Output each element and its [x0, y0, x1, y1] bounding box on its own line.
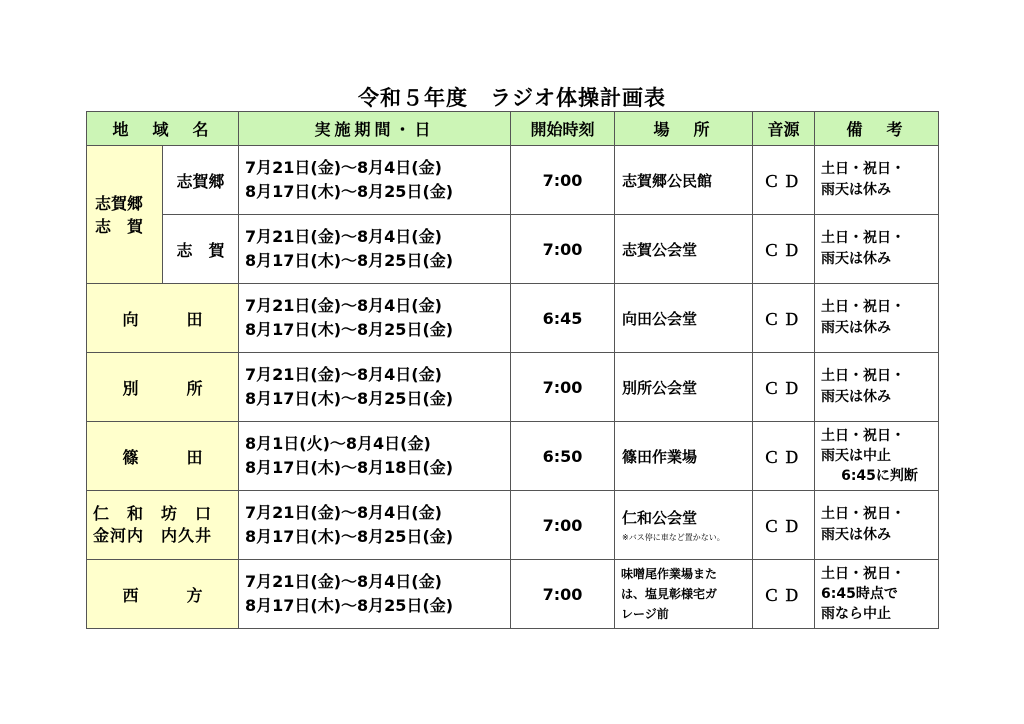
- area-cell: 向 田: [87, 284, 239, 353]
- table-row: [87, 146, 939, 215]
- place-cell: [615, 560, 753, 629]
- period-line: 8月17日(木)～8月25日(金): [245, 182, 454, 201]
- place-line: 味噌尾作業場また: [621, 567, 718, 581]
- place-name: 仁和公会堂: [622, 509, 698, 527]
- table-row: [87, 215, 939, 284]
- period-line: 7月21日(金)～8月4日(金): [245, 503, 442, 522]
- source-cell: ＣＤ: [753, 560, 815, 629]
- remarks-cell: [815, 491, 939, 560]
- remarks-cell: [815, 560, 939, 629]
- source-cell: ＣＤ: [753, 215, 815, 284]
- header-time: 開始時刻: [511, 112, 615, 146]
- header-source: 音源: [753, 112, 815, 146]
- remarks-cell: [815, 146, 939, 215]
- time-cell: 7:00: [511, 215, 615, 284]
- remarks-line: 雨天は休み: [821, 182, 892, 198]
- remarks-line: 土日・祝日・: [821, 230, 906, 246]
- time-cell: 7:00: [511, 146, 615, 215]
- schedule-table: [86, 111, 939, 629]
- remarks-line: 雨天は休み: [821, 527, 892, 543]
- source-cell: ＣＤ: [753, 491, 815, 560]
- table-row: [87, 560, 939, 629]
- area-name: 志賀郷: [95, 193, 144, 213]
- period-cell: [239, 491, 511, 560]
- period-line: 7月21日(金)～8月4日(金): [245, 158, 442, 177]
- table-row: [87, 491, 939, 560]
- period-line: 8月17日(木)～8月25日(金): [245, 320, 454, 339]
- period-cell: [239, 284, 511, 353]
- period-line: 7月21日(金)～8月4日(金): [245, 365, 442, 384]
- period-line: 7月21日(金)～8月4日(金): [245, 227, 442, 246]
- sub-area-cell: 志 賀: [163, 215, 239, 284]
- remarks-line: 土日・祝日・: [821, 428, 906, 444]
- time-cell: 6:50: [511, 422, 615, 491]
- time-cell: 6:45: [511, 284, 615, 353]
- source-cell: ＣＤ: [753, 146, 815, 215]
- place-cell: 向田公会堂: [615, 284, 753, 353]
- area-name: 金河内 内久井: [93, 526, 213, 545]
- remarks-cell: [815, 353, 939, 422]
- remarks-line: 土日・祝日・: [821, 161, 906, 177]
- period-line: 8月1日(火)～8月4日(金): [245, 434, 431, 453]
- remarks-line: 雨天は中止: [821, 448, 892, 464]
- remarks-line: 土日・祝日・: [821, 566, 906, 582]
- place-cell: 篠田作業場: [615, 422, 753, 491]
- page-title: 令和５年度 ラジオ体操計画表: [358, 86, 666, 110]
- place-cell: 志賀公会堂: [615, 215, 753, 284]
- remarks-line: 雨天は休み: [821, 251, 892, 267]
- time-cell: 7:00: [511, 560, 615, 629]
- source-cell: ＣＤ: [753, 284, 815, 353]
- sub-area-cell: 志賀郷: [163, 146, 239, 215]
- header-place: 場 所: [615, 112, 753, 146]
- period-line: 8月17日(木)～8月25日(金): [245, 527, 454, 546]
- table-row: [87, 284, 939, 353]
- period-cell: [239, 560, 511, 629]
- source-cell: ＣＤ: [753, 353, 815, 422]
- time-cell: 7:00: [511, 353, 615, 422]
- period-line: 8月17日(木)～8月25日(金): [245, 596, 454, 615]
- remarks-line: 土日・祝日・: [821, 368, 906, 384]
- source-cell: ＣＤ: [753, 422, 815, 491]
- area-cell: [87, 146, 163, 284]
- remarks-cell: [815, 422, 939, 491]
- remarks-line: 6:45時点で: [821, 586, 898, 602]
- header-remarks: 備 考: [815, 112, 939, 146]
- remarks-line: 土日・祝日・: [821, 506, 906, 522]
- table-row: [87, 422, 939, 491]
- place-line: は、塩見彰様宅ガ: [621, 587, 718, 601]
- remarks-line: 雨なら中止: [821, 606, 892, 622]
- remarks-line: 土日・祝日・: [821, 299, 906, 315]
- period-line: 8月17日(木)～8月25日(金): [245, 389, 454, 408]
- area-cell: 篠 田: [87, 422, 239, 491]
- area-name: 志 賀: [95, 216, 144, 236]
- area-name: 仁 和 坊 口: [93, 504, 213, 523]
- area-cell: 別 所: [87, 353, 239, 422]
- period-line: 8月17日(木)～8月18日(金): [245, 458, 454, 477]
- remarks-cell: [815, 215, 939, 284]
- period-line: 7月21日(金)～8月4日(金): [245, 296, 442, 315]
- area-cell: 西 方: [87, 560, 239, 629]
- area-cell: [87, 491, 239, 560]
- header-area: 地 域 名: [87, 112, 239, 146]
- period-cell: [239, 353, 511, 422]
- place-line: レージ前: [621, 607, 669, 621]
- period-cell: [239, 215, 511, 284]
- period-cell: [239, 422, 511, 491]
- place-note: ※バス停に車など置かない。: [622, 533, 725, 542]
- remarks-line: 雨天は休み: [821, 320, 892, 336]
- place-cell: 志賀郷公民館: [615, 146, 753, 215]
- remarks-cell: [815, 284, 939, 353]
- table-row: [87, 353, 939, 422]
- period-cell: [239, 146, 511, 215]
- remarks-line: 6:45に判断: [841, 468, 918, 484]
- place-cell: 別所公会堂: [615, 353, 753, 422]
- place-cell: [615, 491, 753, 560]
- time-cell: 7:00: [511, 491, 615, 560]
- header-period: 実施期間・日: [239, 112, 511, 146]
- header-row: [87, 112, 939, 146]
- period-line: 7月21日(金)～8月4日(金): [245, 572, 442, 591]
- period-line: 8月17日(木)～8月25日(金): [245, 251, 454, 270]
- remarks-line: 雨天は休み: [821, 389, 892, 405]
